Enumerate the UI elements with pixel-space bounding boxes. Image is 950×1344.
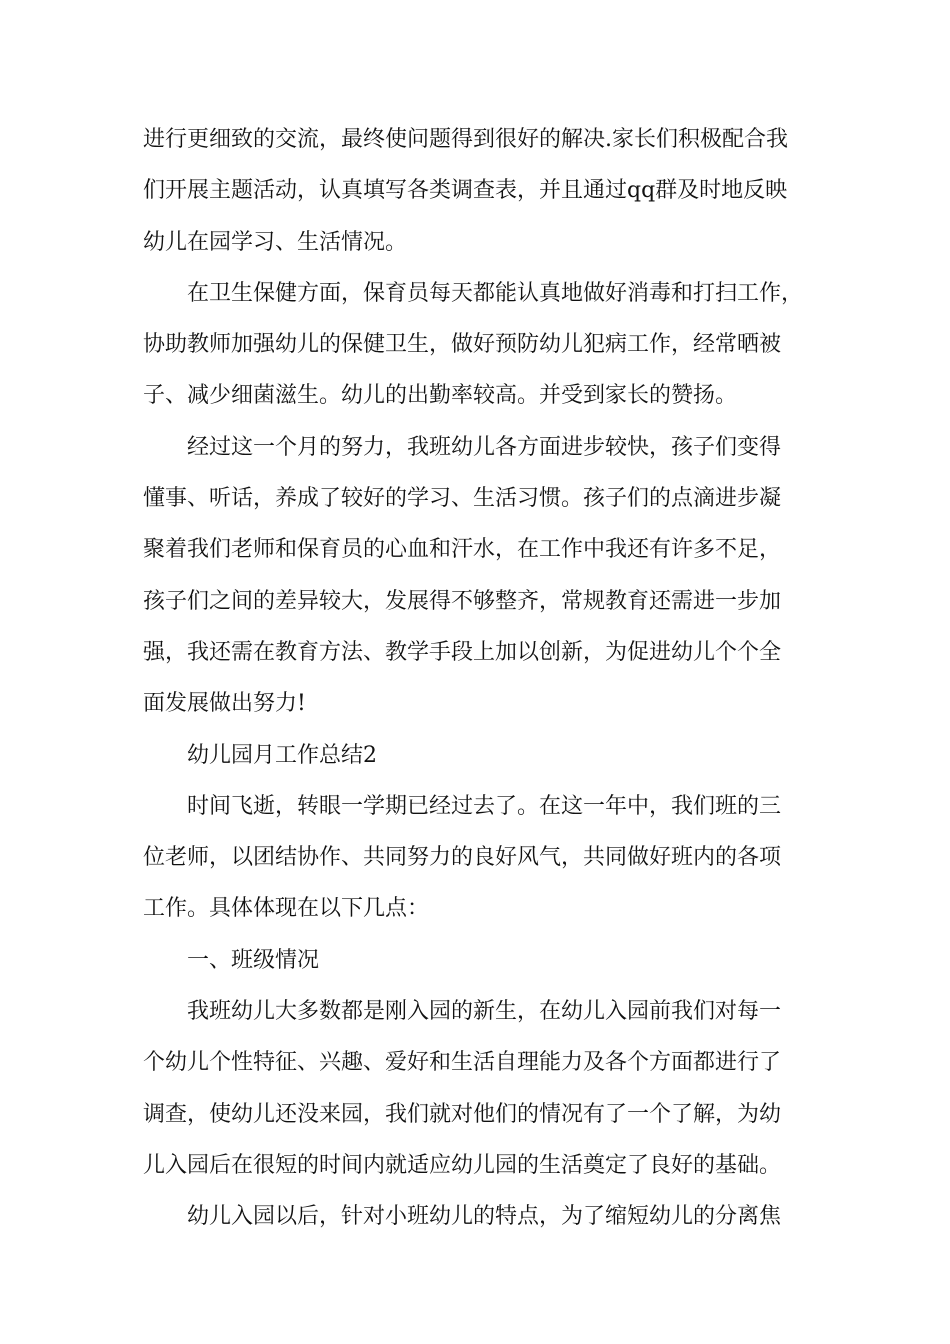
text-line: 聚着我们老师和保育员的心血和汗水，在工作中我还有许多不足， — [143, 537, 782, 563]
text-line: 在卫生保健方面，保育员每天都能认真地做好消毒和打扫工作， — [187, 280, 804, 306]
text-line: 工作。具体体现在以下几点： — [143, 896, 430, 922]
text-line: 儿入园后在很短的时间内就适应幼儿园的生活奠定了良好的基础。 — [143, 1152, 782, 1178]
text-line: 强，我还需在教育方法、教学手段上加以创新，为促进幼儿个个全 — [143, 639, 782, 665]
document-body — [143, 114, 813, 1243]
text-line: 时间飞逝，转眼一学期已经过去了。在这一年中，我们班的三 — [187, 793, 782, 819]
text-line: 孩子们之间的差异较大，发展得不够整齐，常规教育还需进一步加 — [143, 588, 782, 614]
text-line: 我班幼儿大多数都是刚入园的新生，在幼儿入园前我们对每一 — [187, 999, 782, 1025]
section-heading: 幼儿园月工作总结2 — [187, 742, 377, 768]
text-line: 懂事、听话，养成了较好的学习、生活习惯。孩子们的点滴进步凝 — [143, 486, 782, 512]
text-line: 协助教师加强幼儿的保健卫生，做好预防幼儿犯病工作，经常晒被 — [143, 332, 782, 358]
text-line: 经过这一个月的努力，我班幼儿各方面进步较快，孩子们变得 — [187, 434, 782, 460]
text-line: 子、减少细菌滋生。幼儿的出勤率较高。并受到家长的赞扬。 — [143, 383, 738, 409]
text-line: 幼儿在园学习、生活情况。 — [143, 229, 408, 255]
subsection-heading: 一、班级情况 — [187, 947, 320, 973]
text-line: 位老师，以团结协作、共同努力的良好风气，共同做好班内的各项 — [143, 845, 782, 871]
text-line: 个幼儿个性特征、兴趣、爱好和生活自理能力及各个方面都进行了 — [143, 1050, 782, 1076]
text-line: 调查，使幼儿还没来园，我们就对他们的情况有了一个了解，为幼 — [143, 1101, 782, 1127]
text-line: 们开展主题活动，认真填写各类调查表，并且通过qq群及时地反映 — [143, 178, 788, 204]
text-line: 幼儿入园以后，针对小班幼儿的特点，为了缩短幼儿的分离焦 — [187, 1204, 782, 1230]
text-line: 面发展做出努力! — [143, 691, 306, 717]
text-line: 进行更细致的交流，最终使问题得到很好的解决.家长们积极配合我 — [143, 127, 788, 152]
